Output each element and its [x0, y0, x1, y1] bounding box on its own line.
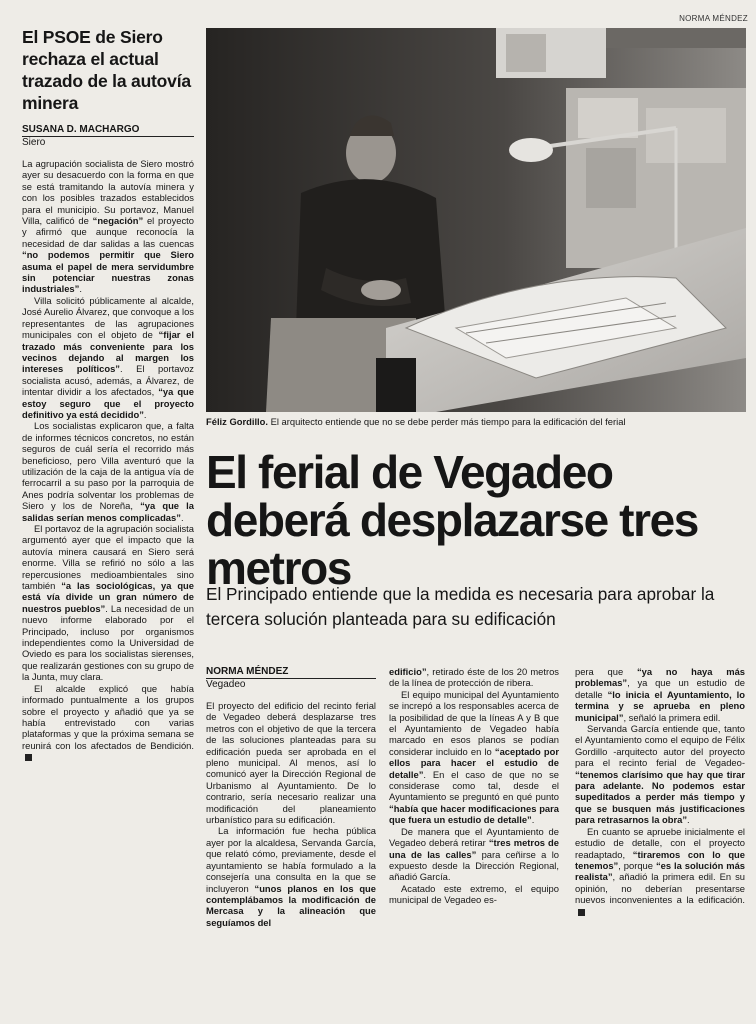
side-story-paragraph: Villa solicitó públicamente al alcalde, José Aurelio Álvarez, que convoque a los representantes de las agrupaciones municipales con el objeto de “fijar el trazado más conveniente para los vecinos dejando al margen los intereses políticos”. El portavoz socialista acusó, además, a Álvarez, de intentar dividir a los afectados, “ya que estoy seguro que el proyecto definitivo ya está decidido”.	[22, 294, 194, 420]
main-story-byline: NORMA MÉNDEZ	[206, 666, 376, 679]
side-story-dateline: Siero	[22, 137, 46, 148]
side-story-headline: El PSOE de Siero rechaza el actual trazado de la autovía minera	[22, 27, 191, 113]
caption-text: El arquitecto entiende que no se debe perder más tiempo para la edificación del ferial	[267, 416, 626, 427]
side-story	[22, 26, 194, 763]
main-story-column	[389, 666, 559, 906]
side-story-paragraph: Los socialistas explicaron que, a falta de informes técnicos concretos, no están seguros de cuál sería el recorrido más beneficioso, pero Villa aventuró que la utilización de la caja de la antigua vía de ferrocarril a su paso por la parroquia de Anes podría solventar los problemas de Siero y los de Noreña, “ya que la salidas serían menos complicadas”.	[22, 420, 194, 523]
caption-name: Féliz Gordillo.	[206, 416, 268, 427]
main-story-paragraph: De manera que el Ayuntamiento de Vegadeo deberá retirar “tres metros de una de las calles” para ceñirse a lo expuesto desde la Dirección Regional, añadió García.	[389, 825, 559, 883]
main-story-paragraph: El proyecto del edificio del recinto ferial de Vegadeo deberá desplazarse tres metros con el objetivo de que la tercera de las soluciones planteadas para su edificación pueda ser aprobada en el pleno municipal. Al menos, así lo comunicó ayer la Dirección Regional de Urbanismo al Ayuntamiento. De lo contrario, sería necesario realizar una modificación del planeamiento urbanístico para su edificación.	[206, 700, 376, 826]
main-story-dateline: Vegadeo	[206, 679, 246, 690]
main-story-paragraph: pera que “ya no haya más problemas”, ya que un estudio de detalle “lo inicia el Ayuntamiento, lo termina y se aprueba en pleno municipal”, señaló la primera edil.	[575, 666, 745, 723]
main-story-paragraph: En cuanto se apruebe inicialmente el estudio de detalle, con el proyecto readaptado, “tiraremos con lo que tenemos”, porque “es la solución más realista”, añadió la primera edil. En su opinión, no deberían presentarse nuevos inconvenientes a la edificación.	[575, 826, 745, 917]
main-subheadline: El Principado entiende que la medida es necesaria para aprobar la tercera solución planteada para su edificación	[206, 584, 715, 629]
side-story-paragraph: La agrupación socialista de Siero mostró ayer su desacuerdo con la forma en que se está tramitando la autovía minera y con los posibles trazados establecidos para el municipio. Su portavoz, Manuel Villa, calificó de “negación” el proyecto y afirmó que aunque reconocía la necesidad de dar salidas a las cuencas “no podemos permitir que Siero asuma el papel de mera servidumbre sin potenciar nuestras zonas industriales”.	[22, 158, 194, 295]
end-of-article-icon	[25, 754, 32, 761]
main-story-paragraph: Acatado este extremo, el equipo municipal de Vegadeo es-	[389, 882, 559, 906]
main-story-paragraph: edificio”, retirado éste de los 20 metros de la línea de protección de ribera.	[389, 666, 559, 689]
main-story-paragraph: Servanda García entiende que, tanto el Ayuntamiento como el equipo de Félix Gordillo -arquitecto autor del proyecto para el recinto ferial de Vegadeo- “tenemos clarísimo que hay que tirar para adelante. No podemos estar supeditados a perder más tiempo y que se busquen más justificaciones para retrasarnos la obra”.	[575, 723, 745, 826]
end-of-article-icon	[578, 909, 585, 916]
main-story-column	[206, 666, 376, 928]
side-story-byline: SUSANA D. MACHARGO	[22, 124, 194, 137]
photo-credit: NORMA MÉNDEZ	[679, 14, 748, 23]
main-story-paragraph: La información fue hecha pública ayer por la alcaldesa, Servanda García, que relató cómo, previamente, desde el ayuntamiento se había formulado a la consejería una consulta en la que se incluyeron “unos planos en los que contemplábamos la modificación de Mercasa y la alineación que seguíamos del	[206, 825, 376, 928]
photo-caption	[206, 416, 746, 427]
side-story-paragraph: El alcalde explicó que había informado puntualmente a los grupos sobre el proyecto y añadió que ya se había entrevistado con varias plataformas y que la próxima semana se reunirá con los afectados de Bendición.	[22, 683, 194, 763]
side-story-paragraph: El portavoz de la agrupación socialista argumentó ayer que el impacto que la autovía minera causará en Siero será enorme. Villa se refirió no sólo a las repercusiones medioambientales sino también “a las sociológicas, ya que está vía divide un gran número de nuestros pueblos”. La necesidad de un nuevo informe elaborado por el Principado, incluso por organismos independientes como la Universidad de Oviedo es para los socialistas sierenses, que realizarán gestiones con su grupo de la Junta, muy clara.	[22, 523, 194, 683]
architect-photo	[206, 28, 746, 412]
main-story-paragraph: El equipo municipal del Ayuntamiento se increpó a los responsables acerca de la posibilidad de que la líneas A y B que el Ayuntamiento de Vegadeo había marcado en esos planos se podían considerar incluido en lo “aceptado por ellos para hacer el estudio de detalle”. En el caso de que no se considerase como tal, desde el Ayuntamiento se preguntó en qué punto “había que hacer modificaciones para que fuera un estudio de detalle”.	[389, 688, 559, 826]
main-story-column	[575, 666, 745, 917]
main-headline: El ferial de Vegadeo deberá desplazarse tres metros	[206, 446, 698, 594]
